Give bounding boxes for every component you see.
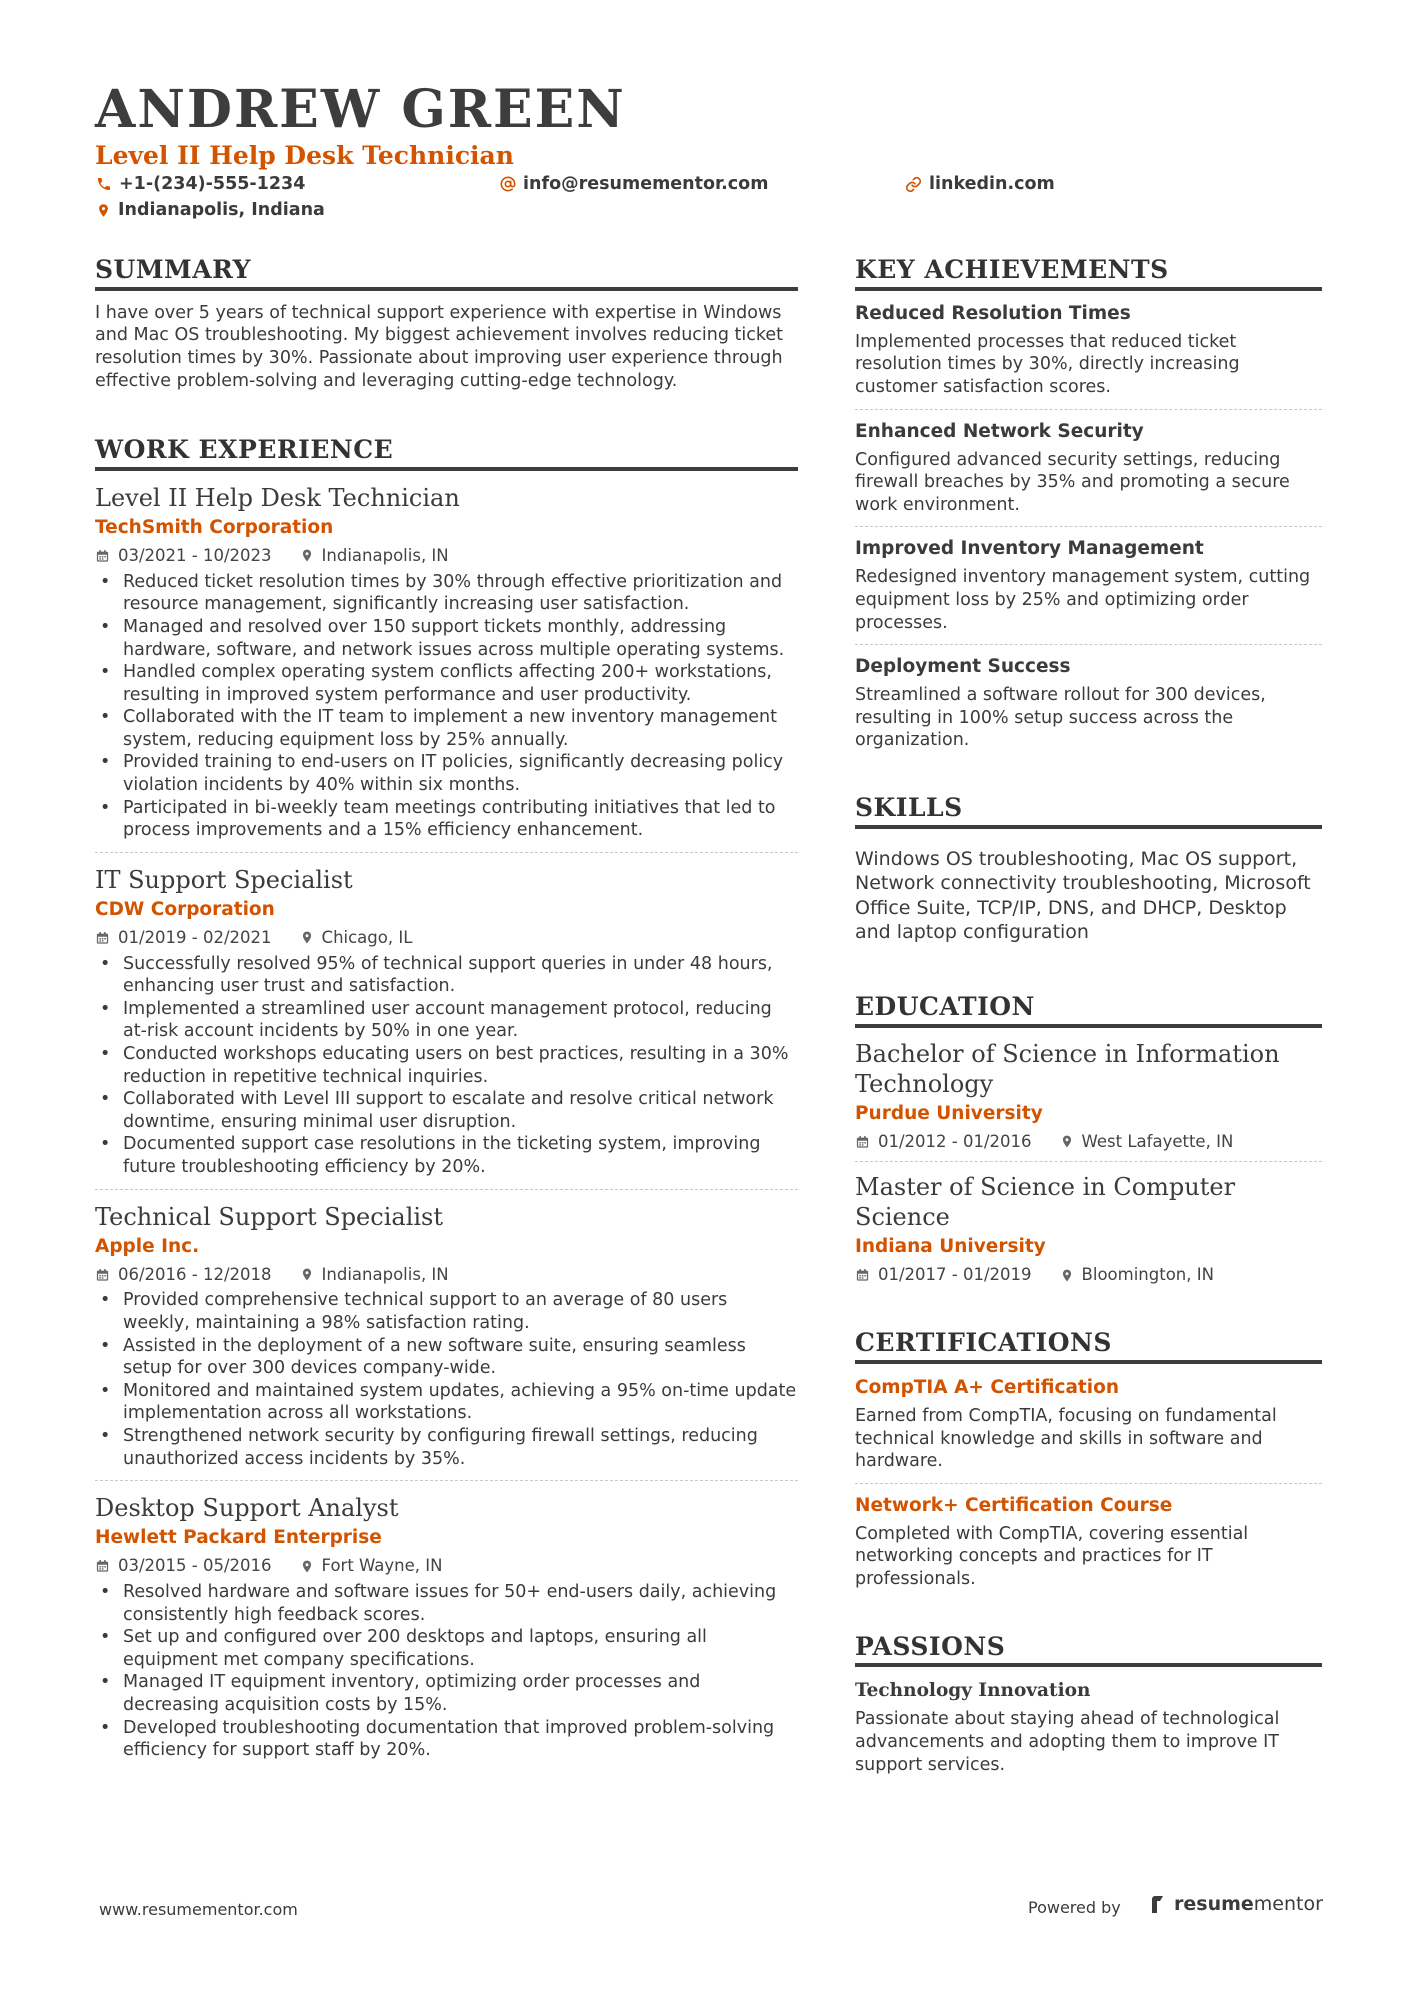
job-bullet: • Assisted in the deployment of a new software suite, ensuring seamless setup for over 300 devices company-wide. [95,1335,798,1380]
map-pin-icon [1060,1133,1074,1150]
job-company: TechSmith Corporation [95,516,334,538]
map-pin-icon [300,929,314,946]
job-bullet: • Developed troubleshooting documentation that improved problem-solving efficiency for support staff by 20%. [95,1717,798,1762]
logo-part-mentor: mentor [1253,1893,1323,1915]
calendar-icon [95,1267,110,1283]
achievement-title: Reduced Resolution Times [855,302,1131,324]
job-dates [95,1265,272,1285]
logo-wordmark [1174,1893,1323,1915]
education-degree: Master of Science in Computer Science [855,1173,1236,1232]
job-bullet: • Handled complex operating system conflicts affecting 200+ workstations, resulting in improved system performance and user productivity. [95,661,798,706]
achievement-text: Redesigned inventory management system, cutting equipment loss by 25% and optimizing order processes. [855,567,1311,633]
job-location-text: Indianapolis, IN [321,545,449,565]
job-company: Hewlett Packard Enterprise [95,1527,382,1549]
skills-heading: SKILLS [855,794,1322,829]
achievement-text: Implemented processes that reduced ticket resolution times by 30%, directly increasing customer satisfaction scores. [855,331,1240,397]
education-location-text: Bloomington, IN [1081,1265,1214,1285]
education-degree: Bachelor of Science in Information Technology [855,1039,1280,1098]
job-meta [95,546,798,566]
certification-text: Earned from CompTIA, focusing on fundamental technical knowledge and skills in software and hardware. [855,1406,1277,1472]
job-title: IT Support Specialist [95,865,353,894]
calendar-icon [855,1267,870,1283]
job-location-text: Indianapolis, IN [321,1264,449,1284]
education-dates [855,1265,1032,1285]
job-bullet: • Successfully resolved 95% of technical support queries in under 48 hours, enhancing user trust and satisfaction. [95,953,798,998]
candidate-name: ANDREW GREEN [95,79,626,140]
calendar-icon [95,1558,110,1574]
job-meta [95,928,798,948]
achievement-title: Improved Inventory Management [855,538,1204,560]
map-pin-icon [96,202,111,219]
linkedin-text: linkedin.com [929,174,1055,194]
calendar-icon [855,1134,870,1150]
achievement-text: Configured advanced security settings, reducing firewall breaches by 35% and promoting a secure work environment. [855,449,1290,515]
achievement-item [855,537,1322,634]
job-location [300,928,413,948]
education-dates-text: 01/2012 - 01/2016 [878,1131,1032,1151]
job-bullet: • Collaborated with Level III support to escalate and resolve critical network downtime, ensuring minimal user disruption. [95,1088,798,1133]
job-dates-text: 03/2021 - 10/2023 [118,545,272,565]
education-location-text: West Lafayette, IN [1081,1131,1234,1151]
passions-heading: PASSIONS [855,1633,1322,1668]
job-bullet: • Provided comprehensive technical support to an average of 80 users weekly, maintaining a 98% satisfaction rating. [95,1289,798,1334]
calendar-icon [95,548,110,564]
job-company: CDW Corporation [95,898,275,920]
certification-title: Network+ Certification Course [855,1494,1173,1516]
summary-text: I have over 5 years of technical support experience with expertise in Windows and Mac OS troubleshooting. My biggest achievement involves reducing ticket resolution times by 30%. Passionate about improving user experience through effective problem-solving and leveraging cutting-edge technology. [95,302,784,391]
job-divider [95,852,798,853]
achievement-title: Deployment Success [855,656,1071,678]
achievement-item [855,655,1322,752]
certification-divider [855,1483,1322,1484]
job-entry [95,1202,798,1471]
job-bullet: • Managed IT equipment inventory, optimizing order processes and decreasing acquisition costs by 15%. [95,1671,798,1716]
calendar-icon [95,930,110,946]
job-bullet: • Resolved hardware and software issues for 50+ end-users daily, achieving consistently high feedback scores. [95,1581,798,1626]
resumementor-logo-icon [1150,1894,1168,1914]
education-meta [855,1265,1322,1285]
education-divider [855,1161,1322,1162]
achievements-heading: KEY ACHIEVEMENTS [855,256,1322,291]
job-location-text: Chicago, IL [321,927,413,947]
job-bullets [95,953,798,1179]
job-bullet: • Collaborated with the IT team to implement a new inventory management system, reducing equipment loss by 25% annually. [95,706,798,751]
education-location [1060,1265,1214,1285]
job-bullet: • Documented support case resolutions in the ticketing system, improving future troubleshooting efficiency by 20%. [95,1133,798,1178]
job-bullet: • Managed and resolved over 150 support tickets monthly, addressing hardware, software, and network issues across multiple operating systems. [95,616,798,661]
right-column [855,256,1322,1776]
job-bullets [95,1289,798,1470]
job-dates [95,1556,272,1576]
job-title: Level II Help Desk Technician [95,483,460,512]
job-bullet: • Participated in bi-weekly team meetings contributing initiatives that led to process improvements and a 15% efficiency enhancement. [95,797,798,842]
certification-title: CompTIA A+ Certification [855,1377,1119,1398]
left-column [95,256,798,1762]
powered-by-text: Powered by [1028,1898,1121,1917]
map-pin-icon [1060,1267,1074,1284]
job-meta [95,1265,798,1285]
job-bullet: • Conducted workshops educating users on best practices, resulting in a 30% reduction in repetitive technical inquiries. [95,1043,798,1088]
job-divider [95,1480,798,1481]
phone-icon [96,176,112,192]
contact-linkedin[interactable] [905,174,1055,194]
phone-text: +1-(234)-555-1234 [119,174,306,194]
job-entry [95,865,798,1179]
job-location [300,1556,443,1576]
location-text: Indianapolis, Indiana [118,200,325,220]
education-item [855,1039,1322,1152]
at-sign-icon [500,176,516,192]
footer-url[interactable]: www.resumementor.com [99,1900,298,1919]
job-bullets [95,571,798,842]
job-bullet: • Monitored and maintained system updates, achieving a 95% on-time update implementation across all workstations. [95,1380,798,1425]
education-heading: EDUCATION [855,993,1322,1028]
certification-item [855,1376,1322,1473]
education-meta [855,1132,1322,1152]
job-title: Technical Support Specialist [95,1202,443,1231]
passion-item [855,1679,1322,1776]
achievement-divider [855,526,1322,527]
summary-heading: SUMMARY [95,256,798,291]
achievement-text: Streamlined a software rollout for 300 devices, resulting in 100% setup success across the organization. [855,685,1266,751]
experience-heading: WORK EXPERIENCE [95,436,798,471]
job-bullets [95,1581,798,1762]
job-bullet: • Provided training to end-users on IT policies, significantly decreasing policy violation incidents by 40% within six months. [95,751,798,796]
map-pin-icon [300,547,314,564]
email-text: info@resumementor.com [523,174,769,194]
job-entry [95,1493,798,1762]
job-dates-text: 01/2019 - 02/2021 [118,927,272,947]
education-dates-text: 01/2017 - 01/2019 [878,1265,1032,1285]
map-pin-icon [300,1558,314,1575]
link-icon [905,176,922,193]
education-school: Purdue University [855,1102,1043,1124]
job-entry [95,483,798,842]
skills-text: Windows OS troubleshooting, Mac OS support, Network connectivity troubleshooting, Microsoft Office Suite, TCP/IP, DNS, and DHCP, Desktop and laptop configuration [855,847,1311,944]
education-item [855,1172,1322,1285]
job-location-text: Fort Wayne, IN [321,1556,443,1576]
achievement-title: Enhanced Network Security [855,420,1144,442]
job-meta [95,1556,798,1576]
job-company: Apple Inc. [95,1235,200,1257]
contact-location [96,200,325,220]
certification-text: Completed with CompTIA, covering essential networking concepts and practices for IT professionals. [855,1523,1249,1590]
education-location [1060,1132,1234,1152]
job-dates-text: 03/2015 - 05/2016 [118,1556,272,1576]
job-bullet: • Reduced ticket resolution times by 30% through effective prioritization and resource management, significantly increasing user satisfaction. [95,571,798,616]
certifications-heading: CERTIFICATIONS [855,1329,1322,1364]
job-divider [95,1189,798,1190]
passion-title: Technology Innovation [855,1680,1091,1702]
job-bullet: • Set up and configured over 200 desktops and laptops, ensuring all equipment met company specifications. [95,1626,798,1671]
job-dates [95,928,272,948]
job-bullet: • Strengthened network security by configuring firewall settings, reducing unauthorized access incidents by 35%. [95,1425,798,1470]
achievement-divider [855,409,1322,410]
logo-part-resume: resume [1174,1893,1254,1915]
certification-item [855,1494,1322,1591]
achievement-divider [855,644,1322,645]
job-location [300,546,449,566]
resumementor-logo[interactable] [1150,1893,1323,1915]
achievement-item [855,420,1322,517]
job-title: Desktop Support Analyst [95,1494,399,1523]
job-location [300,1265,449,1285]
job-dates-text: 06/2016 - 12/2018 [118,1264,272,1284]
education-school: Indiana University [855,1236,1046,1258]
job-bullet: • Implemented a streamlined user account management protocol, reducing at-risk account incidents by 50% in one year. [95,998,798,1043]
map-pin-icon [300,1266,314,1283]
achievement-item [855,302,1322,399]
candidate-title: Level II Help Desk Technician [95,141,514,170]
passion-text: Passionate about staying ahead of technological advancements and adopting them to improve IT support services. [855,1709,1280,1775]
education-dates [855,1132,1032,1152]
contact-phone [96,174,305,194]
contact-email[interactable] [500,174,768,194]
job-dates [95,546,272,566]
